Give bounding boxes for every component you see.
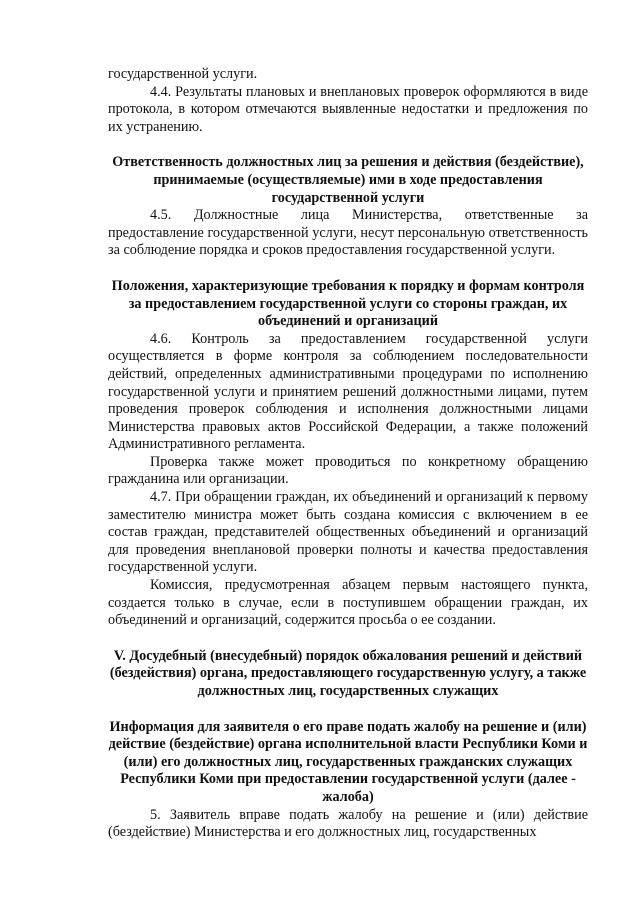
paragraph-5: 5. Заявитель вправе подать жалобу на решение и (или) действие (бездействие) Министерства и его должностных лиц, государственных — [108, 806, 588, 841]
heading-complaint-info: Информация для заявителя о его праве подать жалобу на решение и (или) действие (бездействие) органа исполнительной власти Республики Коми и (или) его должностных лиц, государственных гражданских служащих Республики Коми при предоставлении государственной услуги (далее - жалоба) — [108, 718, 588, 805]
paragraph-commission: Комиссия, предусмотренная абзацем первым настоящего пункта, создается только в случае, если в поступившем обращении граждан, их объединений и организаций, содержится просьба о ее создании. — [108, 577, 588, 629]
paragraph-4-4: 4.4. Результаты плановых и внеплановых проверок оформляются в виде протокола, в котором отмечаются выявленные недостатки и предложения по их устранению. — [108, 83, 588, 135]
paragraph-4-6: 4.6. Контроль за предоставлением государственной услуги осуществляется в форме контроля за соблюдением последовательности действий, определенных административными процедурами по исполнению государственной услуги и принятием решений должностными лицами, путем проведения проверок соблюдения и исполнения должностными лицами Министерства правовых актов Российской Федерации, а также положений Административного регламента. — [108, 330, 588, 453]
paragraph-4-5: 4.5. Должностные лица Министерства, ответственные за предоставление государственной услуги, несут персональную ответственность за соблюдение порядка и сроков предоставления государственной услуги. — [108, 207, 588, 259]
spacer — [108, 136, 588, 154]
spacer — [108, 701, 588, 719]
spacer — [108, 260, 588, 278]
paragraph-check: Проверка также может проводиться по конкретному обращению гражданина или организации. — [108, 453, 588, 488]
paragraph-carryover: государственной услуги. — [108, 66, 258, 82]
heading-section-5: V. Досудебный (внесудебный) порядок обжалования решений и действий (бездействия) органа, предоставляющего государственную услугу, а также должностных лиц, государственных служащих — [109, 647, 587, 699]
document-page — [108, 66, 588, 842]
spacer — [108, 630, 588, 648]
heading-responsibility: Ответственность должностных лиц за решения и действия (бездействие), принимаемые (осуществляемые) ими в ходе предоставления государственной услуги — [112, 154, 584, 206]
paragraph-4-7: 4.7. При обращении граждан, их объединений и организаций к первому заместителю министра может быть создана комиссия с включением в ее состав граждан, представителей общественных объединений и организаций для проведения внеплановой проверки полноты и качества предоставления государственной услуги. — [108, 489, 588, 576]
heading-control: Положения, характеризующие требования к порядку и формам контроля за предоставлением государственной услуги со стороны граждан, их объединений и организаций — [111, 277, 585, 330]
